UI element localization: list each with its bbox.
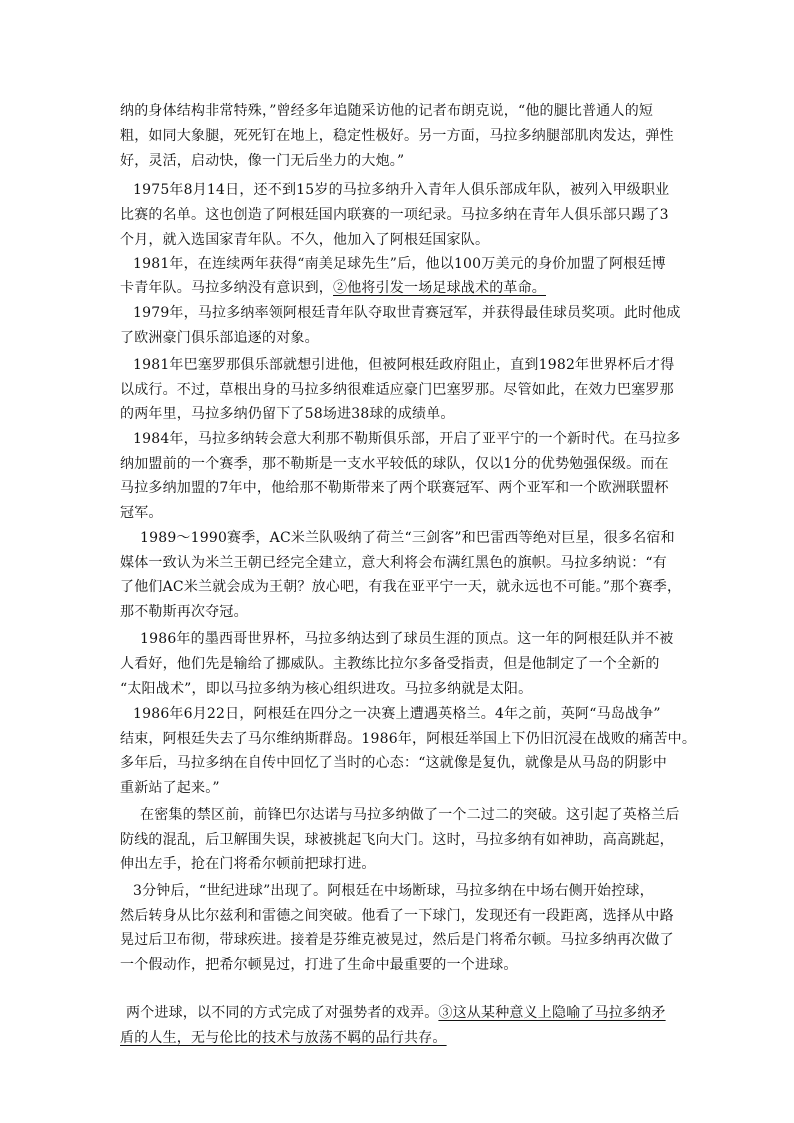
text-line: 1986年的墨西哥世界杯，马拉多纳达到了球员生涯的顶点。这一年的阿根廷队并不被 bbox=[140, 631, 674, 647]
text-line: 1975年8月14日，还不到15岁的马拉多纳升入青年人俱乐部成年队，被列入甲级职业 bbox=[133, 182, 670, 198]
text-line: 1981年，在连续两年获得“南美足球先生”后，他以100万美元的身价加盟了阿根廷博 bbox=[133, 256, 666, 272]
text-line: 重新站了起来。” bbox=[120, 780, 220, 796]
text-line: 晃过后卫布彻，带球疾进。接着是芬维克被晃过，然后是门将希尔顿。马拉多纳再次做了 bbox=[120, 932, 674, 948]
text-line bbox=[120, 1029, 680, 1047]
text-line: 马拉多纳加盟的7年中，他给那不勒斯带来了两个联赛冠军、两个亚军和一个欧洲联盟杯 bbox=[120, 480, 669, 496]
text-line: 伸出左手，抢在门将希尔顿前把球打进。 bbox=[120, 856, 376, 872]
text-line: 多年后，马拉多纳在自传中回忆了当时的心态：“这就像是复仇，就像是从马岛的阴影中 bbox=[120, 755, 667, 771]
text-line: 两个进球，以不同的方式完成了对强势者的戏弄。③这从某种意义上隐喻了马拉多纳矛 bbox=[126, 1005, 666, 1021]
text-line: 以成行。不过，草根出身的马拉多纳很难适应豪门巴塞罗那。尽管如此，在效力巴塞罗那 bbox=[120, 382, 674, 398]
text-line: 媒体一致认为米兰王朝已经完全建立，意大利将会布满红黑色的旗帜。马拉多纳说：“有 bbox=[120, 555, 667, 571]
text-line: 结束，阿根廷失去了马尔维纳斯群岛。1986年，阿根廷举国上下仍旧沉浸在战败的痛苦中。 bbox=[120, 731, 697, 747]
text-line: 在密集的禁区前，前锋巴尔达诺与马拉多纳做了一个二过二的突破。这引起了英格兰后 bbox=[140, 807, 680, 823]
underlined-sentence: ③这从某种意义上隐喻了马拉多纳矛 bbox=[438, 1005, 666, 1021]
text-line: 防线的混乱，后卫解围失误，球被挑起飞向大门。这时，马拉多纳有如神助，高高跳起， bbox=[120, 832, 674, 848]
text-line: 了他们AC米兰就会成为王朝？放心吧，有我在亚平宁一天，就永远也不可能。”那个赛季， bbox=[120, 579, 682, 595]
underlined-sentence: 盾的人生，无与伦比的技术与放荡不羁的品行共存。 bbox=[120, 1030, 447, 1046]
text-line: 纳的身体结构非常特殊，”曾经多年追随采访他的记者布朗克说，“他的腿比普通人的短 bbox=[120, 103, 654, 119]
text-line: 冠军。 bbox=[120, 505, 163, 521]
text-line: 卡青年队。马拉多纳没有意识到，②他将引发一场足球战术的革命。 bbox=[120, 280, 546, 296]
text-line: 粗，如同大象腿，死死钉在地上，稳定性极好。另一方面，马拉多纳腿部肌肉发达，弹性 bbox=[120, 128, 674, 144]
text-line: 1981年巴塞罗那俱乐部就想引进他，但被阿根廷政府阻止，直到1982年世界杯后才得 bbox=[133, 357, 675, 373]
text-line: 1984年，马拉多纳转会意大利那不勒斯俱乐部，开启了亚平宁的一个新时代。在马拉多 bbox=[133, 431, 681, 447]
text-line: 了欧洲豪门俱乐部追逐的对象。 bbox=[120, 330, 319, 346]
text-line: 3分钟后，“世纪进球”出现了。阿根廷在中场断球，马拉多纳在中场右侧开始控球， bbox=[133, 883, 654, 899]
text-line: “太阳战术”，即以马拉多纳为核心组织进攻。马拉多纳就是太阳。 bbox=[120, 681, 533, 697]
text-line: 那不勒斯再次夺冠。 bbox=[120, 604, 248, 620]
text-line: 好，灵活，启动快，像一门无后坐力的大炮。” bbox=[120, 153, 405, 169]
text-line: 比赛的名单。这也创造了阿根廷国内联赛的一项纪录。马拉多纳在青年人俱乐部只踢了3 bbox=[120, 207, 669, 223]
underlined-sentence: ②他将引发一场足球战术的革命。 bbox=[333, 280, 546, 296]
text-line: 1979年，马拉多纳率领阿根廷青年队夺取世青赛冠军，并获得最佳球员奖项。此时他成 bbox=[133, 305, 681, 321]
text-line: 一个假动作，把希尔顿晃过，打进了生命中最重要的一个进球。 bbox=[120, 957, 518, 973]
text-line: 纳加盟前的一个赛季，那不勒斯是一支水平较低的球队，仅以1分的优势勉强保级。而在 bbox=[120, 456, 669, 472]
text-line: 人看好，他们先是输给了挪威队。主教练比拉尔多备受指责，但是他制定了一个全新的 bbox=[120, 656, 660, 672]
text-line: 1989～1990赛季，AC米兰队吸纳了荷兰“三剑客”和巴雷西等绝对巨星，很多名宿和 bbox=[140, 530, 675, 546]
text-line: 然后转身从比尔兹利和雷德之间突破。他看了一下球门，发现还有一段距离，选择从中路 bbox=[120, 908, 674, 924]
text-line: 个月，就入选国家青年队。不久，他加入了阿根廷国家队。 bbox=[120, 232, 490, 248]
text-line: 1986年6月22日，阿根廷在四分之一决赛上遭遇英格兰。4年之前，英阿“马岛战争” bbox=[133, 706, 661, 722]
text-line: 的两年里，马拉多纳仍留下了58场进38球的成绩单。 bbox=[120, 406, 455, 422]
